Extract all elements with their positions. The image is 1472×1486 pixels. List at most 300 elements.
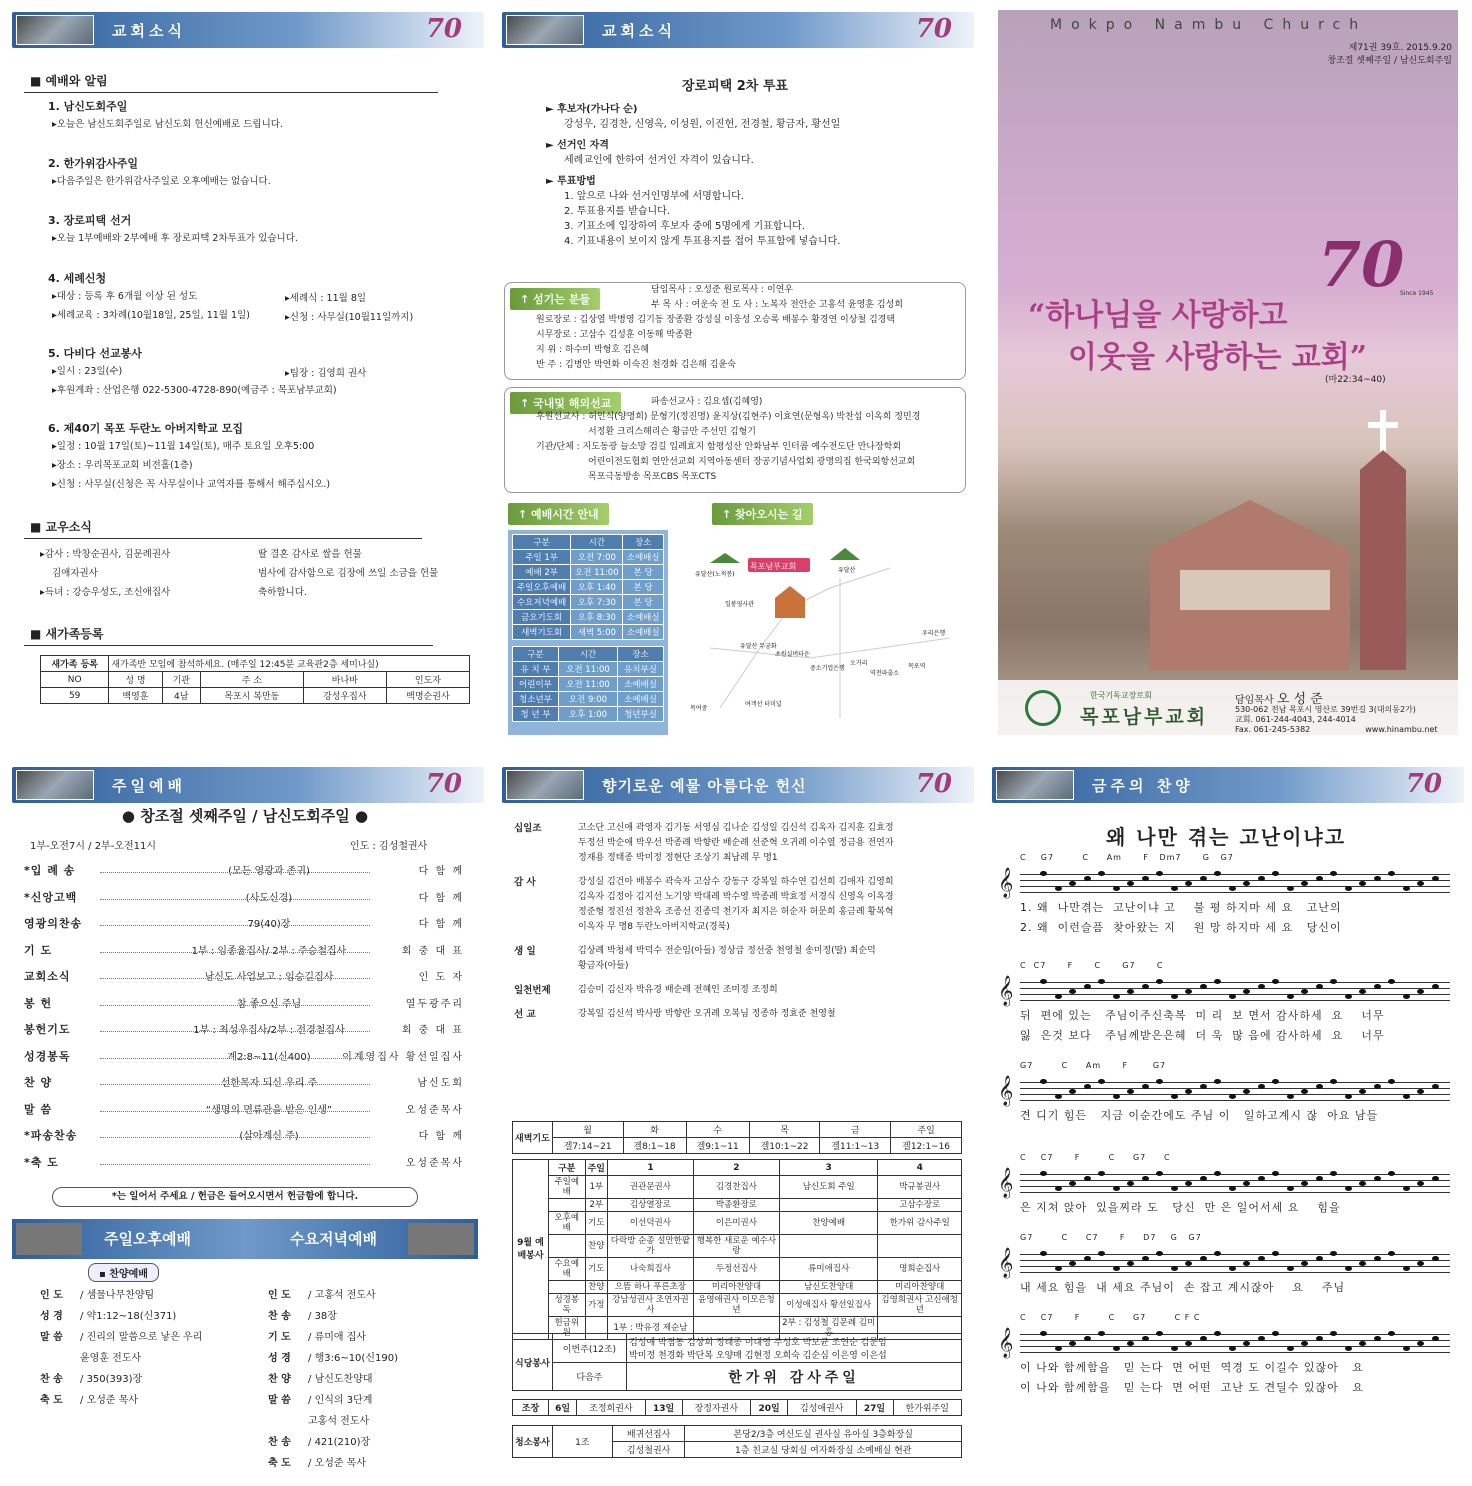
order-person: 인 도 자 bbox=[418, 972, 464, 983]
treble-clef-icon: 𝄞 bbox=[998, 1076, 1015, 1106]
service-cell: 나숙희집사 bbox=[607, 1258, 693, 1281]
service-cell: 윤영애권사 이모은청년 bbox=[693, 1294, 779, 1317]
list-row: 성 경 / 약1:12~18(신371) bbox=[40, 1306, 202, 1327]
list-row: 인 도 / 고홍석 전도사 bbox=[268, 1285, 398, 1306]
member-news-detail: 딸 결혼 감사로 쌀을 헌물 범사에 감사함으로 김장에 쓰일 소금을 헌물 축하합니다. bbox=[258, 549, 439, 598]
service-cell: 성경봉독 bbox=[549, 1294, 586, 1317]
service-cell bbox=[779, 1199, 878, 1212]
service-cell bbox=[549, 1281, 586, 1294]
music-note bbox=[1084, 876, 1091, 881]
music-note bbox=[1098, 871, 1105, 876]
map-label: 목포역 bbox=[908, 663, 926, 670]
seventy-logo: 70 bbox=[1405, 769, 1442, 799]
music-note bbox=[1098, 1171, 1105, 1176]
service-cell: 오후예배 bbox=[549, 1212, 586, 1235]
treble-clef-icon: 𝄞 bbox=[998, 1328, 1015, 1358]
evening-header bbox=[12, 1219, 478, 1259]
schedule-cell: 오후 1:40 bbox=[571, 580, 623, 595]
music-note bbox=[1142, 876, 1149, 881]
offering-category: 감 사 bbox=[514, 877, 536, 888]
schedule-cell: 본 당 bbox=[623, 595, 664, 610]
service-cell: 찬양 bbox=[585, 1281, 607, 1294]
music-note bbox=[1185, 1341, 1192, 1346]
music-note bbox=[1301, 1181, 1308, 1186]
section-header bbox=[992, 767, 1464, 803]
pm-worship-list bbox=[40, 1285, 202, 1411]
mission-tag: ↑ 국내및 해외선교 bbox=[510, 392, 621, 414]
notice-line-right: ▸세례식 : 11월 8일 bbox=[285, 293, 367, 304]
notice-line-right: ▸신청 : 사무실(10월11일까지) bbox=[285, 312, 414, 323]
notice-item bbox=[48, 270, 250, 325]
music-note bbox=[1330, 871, 1337, 876]
map-label: 목여중 bbox=[690, 705, 708, 712]
music-note bbox=[1258, 984, 1265, 989]
service-cell: 2부 : 김성철 김문례 김미홍 bbox=[779, 1317, 878, 1340]
header-title: 향기로운 예물 아름다운 헌신 bbox=[602, 777, 807, 795]
dotted-leader bbox=[100, 1137, 370, 1138]
cross-icon bbox=[1368, 422, 1398, 428]
music-note bbox=[1243, 1341, 1250, 1346]
list-value: 셈물나무찬양팀 bbox=[86, 1290, 155, 1301]
music-note bbox=[1345, 1186, 1352, 1191]
meal-duty-table: 식당봉사 이번주(12조) 김성애 박점동 김상희 정태종 이대영 주성호 박보균 조연순 김문임 박미정 천경화 박단복 오양매 김현정 오희숙 김순심 이은영 이은섭 다음주 한가위 감사주일 bbox=[512, 1333, 962, 1391]
slogan-line2: 이웃을 사랑하는 교회” bbox=[1068, 340, 1367, 375]
list-row: 말 씀 / 진리의 말씀으로 낳은 우리 bbox=[40, 1327, 202, 1348]
notice-line: ▸대상 : 등록 후 6개월 이상 된 성도 bbox=[52, 291, 198, 302]
music-note bbox=[1185, 1089, 1192, 1094]
section-header bbox=[502, 12, 974, 48]
music-note bbox=[1417, 881, 1424, 886]
notice-line: ▸신청 : 사무실(신청은 꼭 사무실이나 교역자를 통해서 해주십시오.) bbox=[52, 479, 331, 490]
music-note bbox=[1127, 1089, 1134, 1094]
staff-line bbox=[998, 1061, 1450, 1123]
music-note bbox=[1055, 1094, 1062, 1099]
offering-names: 정준형 정진선 정찬옥 조종선 진종덕 천기자 최지은 허순자 허문희 홍금례 황복혁 bbox=[578, 907, 894, 917]
issue-info: 제71권 39호. 2015.9.20 창조절 셋째주일 / 남신도회주일 bbox=[1327, 43, 1452, 66]
music-note bbox=[1229, 1266, 1236, 1271]
notice-title: 4. 세례신청 bbox=[48, 272, 107, 285]
music-note bbox=[1185, 989, 1192, 994]
offering-category: 생 일 bbox=[514, 946, 536, 957]
music-note bbox=[1359, 989, 1366, 994]
worship-times: 1부-오전7시 / 2부-오전11시 bbox=[30, 841, 157, 852]
music-note bbox=[1214, 1171, 1221, 1176]
dotted-leader bbox=[100, 1084, 370, 1085]
order-label: 성경봉독 bbox=[24, 1049, 71, 1063]
music-note bbox=[1287, 994, 1294, 999]
order-person: 회 중 대 표 bbox=[401, 1025, 464, 1036]
music-note bbox=[1156, 871, 1163, 876]
music-note bbox=[1127, 881, 1134, 886]
worship-title: ● 창조절 셋째주일 / 남신도회주일 ● bbox=[121, 807, 369, 825]
music-note bbox=[1243, 881, 1250, 886]
music-note bbox=[1403, 1266, 1410, 1271]
schedule-cell: 주일오후예배 bbox=[513, 580, 571, 595]
order-content: 남신도 사업보고 : 임승길집사 bbox=[204, 972, 334, 983]
map-label: 유달산 bbox=[838, 567, 856, 574]
music-note bbox=[1229, 1186, 1236, 1191]
music-note bbox=[1113, 994, 1120, 999]
music-note bbox=[1388, 1171, 1395, 1176]
member-news: ▸감사 : 박창순권사, 김문례권사 김애자권사 ▸득녀 : 강승우성도, 조신애집사 bbox=[40, 549, 171, 598]
service-cell: 1부 bbox=[585, 1176, 607, 1199]
list-row: 찬 송 / 38장 bbox=[268, 1306, 398, 1327]
music-note bbox=[1258, 876, 1265, 881]
schedule-cell: 오전 11:00 bbox=[558, 662, 617, 677]
music-note bbox=[1330, 1171, 1337, 1176]
seventy-logo: 70 bbox=[915, 769, 952, 799]
music-note bbox=[1113, 1346, 1120, 1351]
service-cell: 이성애집사 황선일집사 bbox=[779, 1294, 878, 1317]
music-note bbox=[1432, 1176, 1439, 1181]
list-label: 인 도 bbox=[268, 1290, 291, 1301]
chord-symbols: G7 C Am F G7 bbox=[1020, 1061, 1167, 1070]
church-logo-icon bbox=[1025, 690, 1061, 726]
service-cell: 박규봉권사 bbox=[878, 1176, 962, 1199]
music-note bbox=[1200, 876, 1207, 881]
chord-symbols: C C7 F C G7 C bbox=[1020, 1153, 1171, 1162]
list-label: 축 도 bbox=[268, 1458, 291, 1469]
music-note bbox=[1055, 994, 1062, 999]
music-note bbox=[1185, 1261, 1192, 1266]
list-row: 찬 양 / 남신도찬양대 bbox=[268, 1369, 398, 1390]
schedule-cell: 오전 9:00 bbox=[558, 692, 617, 707]
church-name: 목포남부교회 bbox=[1080, 706, 1209, 728]
notice-line: ▸후원계좌 : 산업은행 022-5300-4728-890(예금주 : 목포남부교회) bbox=[52, 385, 337, 396]
music-note bbox=[1229, 886, 1236, 891]
treble-clef-icon: 𝄞 bbox=[998, 868, 1015, 898]
service-cell: 남신도찬양대 bbox=[779, 1281, 878, 1294]
service-cell bbox=[549, 1235, 586, 1258]
music-note bbox=[1142, 1336, 1149, 1341]
order-person: 오성준목사 bbox=[405, 1157, 464, 1169]
music-note bbox=[1316, 876, 1323, 881]
staff-list: 담임목사 : 오성준 원로목사 : 이연우 부 목 사 : 여운숙 전 도 사 : 노복자 전안순 고홍석 윤영훈 김성희 원로장로 : 김상열 박병영 김기동 장종환 강성실 이웅성 오승록 배봉수 황경연 이상철 김경택 시무장로 : 고삼수 김성훈 이동해 박종환 지 위 : 하수미 박형호 김은혜 반 주 : 김병안 박연화 이숙진 천경화 김은해 김윤숙 bbox=[536, 285, 903, 370]
schedule-header: 장소 bbox=[618, 647, 664, 662]
order-person: 다 함 께 bbox=[418, 919, 464, 930]
music-note bbox=[1214, 979, 1221, 984]
service-cell: 2부 bbox=[585, 1199, 607, 1212]
offering-category: 십일조 bbox=[514, 823, 542, 834]
chord-symbols: C C7 F C G7 C F C bbox=[1020, 1313, 1201, 1322]
music-note bbox=[1417, 989, 1424, 994]
music-note bbox=[1417, 1261, 1424, 1266]
praise-badge: ▪ 찬양예배 bbox=[88, 1263, 159, 1282]
offering-names: 정재용 정태종 박미정 정현단 조상기 최남례 무 명1 bbox=[578, 853, 778, 863]
service-cell: 김상열장로 bbox=[607, 1199, 693, 1212]
order-person: 회 중 대 표 bbox=[401, 945, 464, 957]
list-label: 찬 송 bbox=[40, 1374, 63, 1385]
service-cell: 류미애집사 bbox=[779, 1258, 878, 1281]
church-tower bbox=[1360, 450, 1406, 670]
dotted-leader bbox=[100, 1005, 370, 1006]
dotted-leader bbox=[100, 899, 370, 900]
order-label: *파송찬송 bbox=[24, 1129, 78, 1142]
music-note bbox=[1301, 1261, 1308, 1266]
music-note bbox=[1200, 984, 1207, 989]
dotted-leader bbox=[100, 872, 370, 873]
schedule-header: 시간 bbox=[558, 647, 617, 662]
notice-item bbox=[48, 155, 271, 191]
dawn-prayer-table: 새벽기도 월 화 수 목 금 주일 겔7:14~21 겔8:1~18 겔9:1~11 겔10:1~22 겔11:1~13 겔12:1~16 bbox=[512, 1121, 962, 1154]
music-note bbox=[1374, 1084, 1381, 1089]
order-label: 말 씀 bbox=[24, 1102, 53, 1116]
list-value: 남신도찬양대 bbox=[314, 1374, 373, 1385]
music-note bbox=[1316, 1084, 1323, 1089]
cleaning-duty-table: 청소봉사 1조 배귀선집사 본당2/3층 여신도실 권사실 유아실 3층화장실 김성철권사 1층 친교실 당회실 여자화장실 소예배실 현관 bbox=[512, 1425, 962, 1458]
music-note bbox=[1243, 1181, 1250, 1186]
music-note bbox=[1142, 1256, 1149, 1261]
offering-category: 선 교 bbox=[514, 1009, 536, 1020]
map-label: 유달산 무궁화 bbox=[740, 643, 777, 650]
list-value: 고홍석 전도사 bbox=[314, 1290, 376, 1301]
music-note bbox=[1142, 1084, 1149, 1089]
music-note bbox=[1359, 1089, 1366, 1094]
seventy-logo: 70 bbox=[425, 769, 462, 799]
schedule-cell: 유 치 부 bbox=[513, 662, 559, 677]
schedule-cell: 오후 8:30 bbox=[571, 610, 623, 625]
map-graphic bbox=[690, 528, 970, 738]
service-cell bbox=[779, 1235, 878, 1258]
music-note bbox=[1243, 989, 1250, 994]
music-note bbox=[1069, 1089, 1076, 1094]
music-note bbox=[1156, 1079, 1163, 1084]
notice-line: ▸장소 : 우리목포교회 비전홀(1층) bbox=[52, 460, 193, 471]
worship-note: *는 일어서 주세요 / 헌금은 들어오시면서 헌금함에 합니다. bbox=[52, 1187, 418, 1207]
header-photo bbox=[506, 15, 584, 45]
music-note bbox=[1113, 1094, 1120, 1099]
map-label: 중소기업은행 bbox=[810, 665, 845, 672]
notice-line: ▸세례교육 : 3차례(10월18일, 25일, 11월 1일) bbox=[52, 310, 250, 321]
schedule-cell: 오전 11:00 bbox=[558, 677, 617, 692]
music-note bbox=[1374, 1336, 1381, 1341]
service-cell: 김경찬집사 bbox=[693, 1176, 779, 1199]
music-note bbox=[1374, 876, 1381, 881]
order-content: (살아계신 주) bbox=[239, 1131, 299, 1142]
music-note bbox=[1229, 994, 1236, 999]
list-label: 말 씀 bbox=[268, 1395, 291, 1406]
offering-names: 강성실 김건아 배봉수 곽숙자 고삼수 강동구 강복일 하수연 김선희 김애자 김영희 bbox=[578, 877, 894, 887]
music-note bbox=[1316, 1336, 1323, 1341]
church-icon bbox=[775, 586, 805, 618]
music-note bbox=[1272, 1171, 1279, 1176]
week-header: 구분 bbox=[549, 1160, 586, 1176]
dotted-leader bbox=[100, 925, 370, 926]
music-note bbox=[1113, 1266, 1120, 1271]
service-cell: 한가위 감사주일 bbox=[878, 1212, 962, 1235]
schedule-cell: 어린이부 bbox=[513, 677, 559, 692]
offering-category: 일천번제 bbox=[514, 985, 551, 996]
music-note bbox=[1272, 871, 1279, 876]
map-label: 일붕영사관 bbox=[725, 601, 754, 608]
music-note bbox=[1055, 1346, 1062, 1351]
music-note bbox=[1316, 1256, 1323, 1261]
list-value: 고홍석 전도사 bbox=[308, 1416, 370, 1427]
staff-line bbox=[998, 1153, 1450, 1215]
staff-tag: ↑ 섬기는 분들 bbox=[510, 288, 600, 310]
music-note bbox=[1055, 886, 1062, 891]
order-label: *축 도 bbox=[24, 1155, 59, 1169]
service-cell: 남신도회 주일 bbox=[779, 1176, 878, 1199]
service-cell: 박종환장로 bbox=[693, 1199, 779, 1212]
seventy-anniversary-logo: 70 bbox=[1318, 228, 1405, 301]
header-photo bbox=[996, 770, 1074, 800]
music-note bbox=[1127, 1181, 1134, 1186]
service-cell bbox=[549, 1199, 586, 1212]
music-note bbox=[1258, 1336, 1265, 1341]
list-value: 350(393)장 bbox=[86, 1374, 143, 1385]
schedule-cell: 주일 1부 bbox=[513, 550, 571, 565]
music-note bbox=[1127, 989, 1134, 994]
offering-names: 강복일 김신석 박사랑 박향란 오귀례 오복님 정종하 정효준 천영철 bbox=[578, 1009, 836, 1019]
staff-line bbox=[998, 1313, 1450, 1394]
service-cell: 김영희권사 고신애청년 bbox=[878, 1294, 962, 1317]
treble-clef-icon: 𝄞 bbox=[998, 1248, 1015, 1278]
service-cell: 두정선집사 bbox=[693, 1258, 779, 1281]
schedule-cell: 오전 11:00 bbox=[571, 565, 623, 580]
schedule-header: 구분 bbox=[513, 535, 571, 550]
music-note bbox=[1345, 1094, 1352, 1099]
music-note bbox=[1432, 1336, 1439, 1341]
header-title: 금주의 찬양 bbox=[1092, 777, 1194, 795]
notice-line: ▸오늘은 남신도회주일로 남신도회 헌신예배로 드립니다. bbox=[52, 119, 283, 130]
music-note bbox=[1345, 886, 1352, 891]
music-note bbox=[1243, 1261, 1250, 1266]
music-note bbox=[1330, 1331, 1337, 1336]
music-note bbox=[1432, 1256, 1439, 1261]
header-title: 주일예배 bbox=[112, 777, 186, 795]
music-note bbox=[1345, 1346, 1352, 1351]
schedule-cell: 새벽기도회 bbox=[513, 625, 571, 640]
music-note bbox=[1374, 1256, 1381, 1261]
staff-line bbox=[998, 853, 1450, 934]
chord-symbols: C C7 F C G7 C bbox=[1020, 961, 1164, 970]
order-content: 참 좋으신 주님 bbox=[236, 998, 302, 1010]
music-note bbox=[1040, 1171, 1047, 1176]
list-value: 421(210)장 bbox=[314, 1437, 371, 1448]
list-row: 말 씀 / 인식의 3단계 bbox=[268, 1390, 398, 1411]
music-note bbox=[1098, 1251, 1105, 1256]
vote-title: 장로피택 2차 투표 bbox=[681, 79, 788, 94]
music-note bbox=[1388, 1251, 1395, 1256]
order-label: 교회소식 bbox=[24, 970, 71, 983]
map-label: 유달산(노적봉) bbox=[695, 571, 735, 578]
contact-info: 530-062 전남 목포시 영산로 39번길 3(대의동2가) 교회. 061-244-4043, 244-4014 Fax. 061-245-5382 www.hinambu.net bbox=[1235, 705, 1438, 734]
schedule-cell: 오전 7:00 bbox=[571, 550, 623, 565]
wed-worship-title: 수요저녁예배 bbox=[290, 1230, 377, 1248]
music-note bbox=[1171, 1186, 1178, 1191]
music-note bbox=[1432, 876, 1439, 881]
music-note bbox=[1287, 1094, 1294, 1099]
music-note bbox=[1417, 1341, 1424, 1346]
music-note bbox=[1258, 1084, 1265, 1089]
music-note bbox=[1040, 1331, 1047, 1336]
list-row: 축 도 / 오성준 목사 bbox=[40, 1390, 202, 1411]
music-note bbox=[1171, 1266, 1178, 1271]
schedule-cell: 오후 1:00 bbox=[558, 707, 617, 722]
music-note bbox=[1316, 1176, 1323, 1181]
schedule-cell: 소예배실 bbox=[618, 692, 664, 707]
list-row: 인 도 / 셈물나무찬양팀 bbox=[40, 1285, 202, 1306]
music-note bbox=[1098, 979, 1105, 984]
offering-names: 두정선 박순애 박우선 박종례 박향란 배순례 선준혁 오귀례 이수열 정금용 전연자 bbox=[578, 838, 894, 848]
music-note bbox=[1301, 1089, 1308, 1094]
offering-names: 김승미 김신자 박유경 배순례 전혜인 조미정 조정희 bbox=[578, 985, 778, 995]
pastor: 담임목사 오 성 준 bbox=[1235, 692, 1323, 707]
offering-names: 이옥자 무 명8 두란노아버지학교(경북) bbox=[578, 922, 730, 932]
lyrics-verse1: 내 세요 힘을 내 세요 주님이 손 잡고 계시잖아 요 주님 bbox=[1020, 1281, 1346, 1294]
service-cell: 기도 bbox=[585, 1212, 607, 1235]
staff-line bbox=[998, 961, 1450, 1042]
wed-worship-list bbox=[268, 1285, 398, 1474]
music-note bbox=[1287, 1346, 1294, 1351]
section-header bbox=[12, 767, 484, 803]
order-content: 1부 : 임종율집사/ 2부 : 주승철집사 bbox=[191, 945, 347, 957]
service-cell: 고삼수장로 bbox=[878, 1199, 962, 1212]
order-label: 영광의찬송 bbox=[24, 917, 83, 930]
music-note bbox=[1142, 984, 1149, 989]
list-label: 인 도 bbox=[40, 1290, 63, 1301]
dotted-leader bbox=[100, 978, 370, 979]
music-note bbox=[1127, 1261, 1134, 1266]
music-note bbox=[1374, 1176, 1381, 1181]
list-value: 약1:12~18(신371) bbox=[86, 1311, 177, 1322]
order-person: 다 함 께 bbox=[418, 1131, 464, 1142]
order-label: 찬 양 bbox=[24, 1076, 53, 1089]
header-photo bbox=[16, 770, 94, 800]
notice-item bbox=[48, 420, 330, 494]
slogan-verse: (마22:34~40) bbox=[1325, 375, 1386, 385]
panel-offerings bbox=[490, 755, 980, 1486]
week-header: 3 bbox=[779, 1160, 878, 1176]
schedule-table-adult bbox=[512, 534, 664, 640]
music-note bbox=[1287, 1186, 1294, 1191]
seventy-logo: 70 bbox=[915, 14, 952, 44]
music-note bbox=[1272, 1079, 1279, 1084]
order-label: *신앙고백 bbox=[24, 890, 78, 904]
music-note bbox=[1098, 1331, 1105, 1336]
music-note bbox=[1040, 1251, 1047, 1256]
lyrics-verse1: 뒤 편에 있는 주님이주신축복 미 리 보 면서 감사하세 요 너무 bbox=[1020, 1009, 1385, 1022]
order-person: 남신도회 bbox=[417, 1078, 464, 1089]
notice-title: 1. 남신도회주일 bbox=[48, 100, 128, 113]
denomination: 한국기독교장로회 bbox=[1090, 691, 1152, 700]
music-note bbox=[1287, 1266, 1294, 1271]
notice-line-right: ▸팀장 : 김영희 권사 bbox=[285, 368, 367, 379]
lyrics-verse1: 견 디기 힘든 지금 이순간에도 주님 이 일하고계시 잖 아요 남들 bbox=[1020, 1109, 1379, 1122]
music-note bbox=[1301, 881, 1308, 886]
lyrics-verse1: 이 나와 함께함을 믿 는다 면 어떤 역경 도 이길수 있잖아 요 bbox=[1020, 1361, 1364, 1374]
map-label: 우리은행 bbox=[922, 630, 946, 637]
music-note bbox=[1388, 1331, 1395, 1336]
music-note bbox=[1388, 1079, 1395, 1084]
section-header bbox=[502, 767, 974, 803]
music-note bbox=[1388, 871, 1395, 876]
notice-item bbox=[48, 212, 298, 248]
order-label: 기 도 bbox=[24, 943, 53, 957]
schedule-cell: 청소년부 bbox=[513, 692, 559, 707]
music-note bbox=[1040, 1079, 1047, 1084]
map-label: 목포남부교회 bbox=[750, 562, 797, 571]
map-label: 초원실버타운 bbox=[775, 651, 810, 658]
offering-names: 김상례 박청세 박덕수 전순임(아들) 정상급 정선중 천영철 송미정(딸) 최순덕 bbox=[578, 946, 876, 956]
map-label: 여객선 터미널 bbox=[745, 701, 782, 708]
music-note bbox=[1330, 1079, 1337, 1084]
lyrics-verse1: 은 지쳐 앉아 있을찌라 도 당신 만 은 일어서세 요 힘을 bbox=[1020, 1201, 1341, 1214]
song-title: 왜 나만 겪는 고난이냐고 bbox=[1105, 825, 1347, 849]
vote-details: ► 후보자(가나다 순) 강성우, 김경찬, 신영옥, 이성원, 이진헌, 전경철, 황금자, 황선일 ► 선거인 자격 세례교인에 한하여 선거인 자격이 있습니다. ► 투표방법 1. 앞으로 나와 선거인명부에 서명합니다. 2. 투표용지를 받습니다. 3. 기표소에 입장하여 후보자 중에 5명에게 기표합니다. 4. 기표내용이 보이지 않게 투표용지를 접어 투표함에 넣습니다. bbox=[546, 104, 841, 247]
header-photo bbox=[16, 15, 94, 45]
